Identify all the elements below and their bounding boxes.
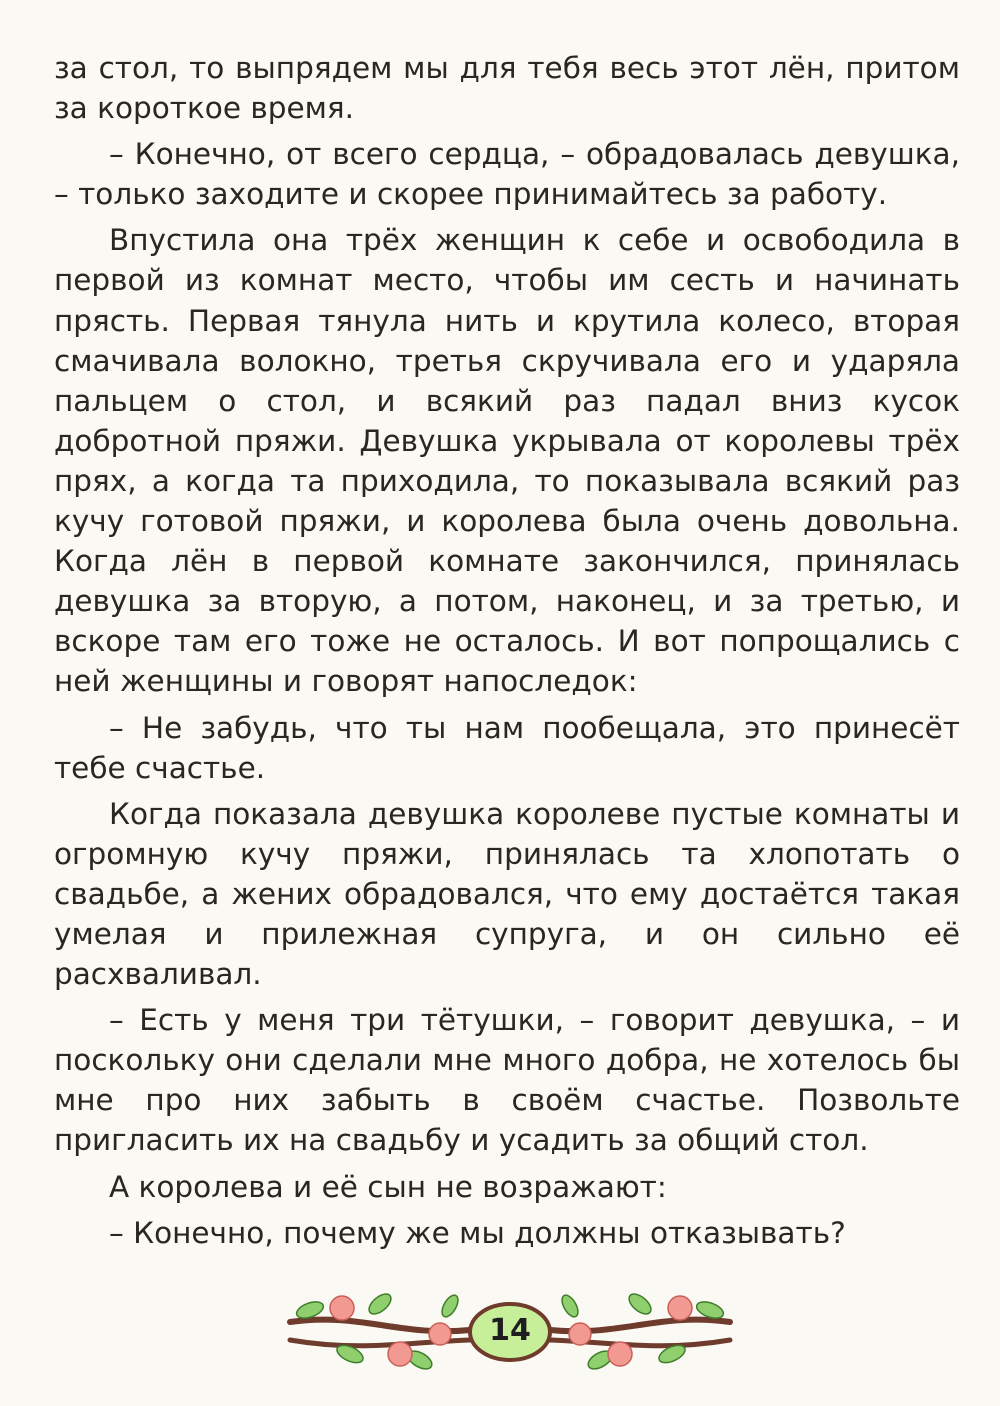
narrative-paragraph: А королева и её сын не возражают: bbox=[109, 1169, 667, 1204]
narrative-paragraph: Когда показала девушка королеве пустые комнаты и огромную кучу пряжи, принялась та хлопотать о свадьбе, а жених обрадовался, что ему достаётся такая умелая и прилежная супруга, и он сильно её расхваливал. bbox=[54, 796, 960, 992]
dialogue-paragraph: – Не забудь, что ты нам пообещала, это принесёт тебе счастье. bbox=[54, 710, 960, 785]
dialogue-paragraph: – Есть у меня три тётушки, – говорит девушка, – и поскольку они сделали мне много добра, не хотелось бы мне про них забыть в своём счастье. Позвольте пригласить их на свадьбу и усадить за общий стол. bbox=[54, 1003, 960, 1158]
page-number: 14 bbox=[489, 1313, 531, 1348]
story-text bbox=[54, 48, 960, 1253]
dialogue-paragraph: – Конечно, почему же мы должны отказывать? bbox=[109, 1215, 846, 1250]
paragraph-continuation: за стол, то выпрядем мы для тебя весь этот лён, притом за короткое время. bbox=[54, 51, 960, 126]
dialogue-paragraph: – Конечно, от всего сердца, – обрадовалась девушка, – только заходите и скорее принимайтесь за работу. bbox=[54, 137, 960, 212]
narrative-paragraph: Впустила она трёх женщин к себе и освободила в первой из комнат место, чтобы им сесть и начинать прясть. Первая тянула нить и крутила колесо, вторая смачивала волокно, третья скручивала его и ударяла пальцем о стол, и всякий раз падал вниз кусок добротной пряжи. Девушка укрывала от королевы трёх прях, а когда та приходила, то показывала всякий раз кучу готовой пряжи, и королева была очень довольна. Когда лён в первой комнате закончился, принялась девушка за вторую, а потом, наконец, и за третью, и вскоре там его тоже не осталось. И вот попрощались с ней женщины и говорят напоследок: bbox=[54, 223, 960, 699]
